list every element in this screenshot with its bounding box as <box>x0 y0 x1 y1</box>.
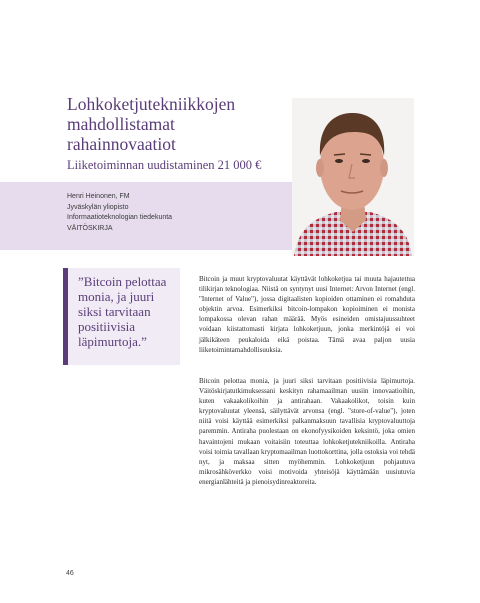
publication-type: VÄITÖSKIRJA <box>67 224 113 232</box>
body-paragraph <box>199 376 415 487</box>
paragraph-1: Bitcoin ja muut kryptovaluutat käyttävät lohkoketjua tai muuta hajautettua tilikirjan teknologiaa. Niistä on syntynyt uusi Internet: Arvon Internet (engl. "Internet of Value"), jossa digitaalisten kopioiden ottaminen ei romahduta objektin arvoa. Esimerkiksi bitcoin-lompakon kopioiminen ei monista lompakossa olevan rahan määrää. Myös esineiden omistajuussuhteet voidaan kiistattomasti kirjata lohkoketjuun, jonka merkintöjä ei voi jälkikäteen peukaloida eikä poistaa. Tämä avaa paljon uusia liiketoimintamahdollisuuksia. <box>199 275 415 354</box>
author-photo <box>292 98 414 256</box>
pull-quote <box>63 268 180 365</box>
page-number: 46 <box>66 570 74 577</box>
author-faculty: Informaatioteknologian tiedekunta <box>67 214 173 221</box>
page-subtitle: Liiketoiminnan uudistaminen 21 000 € <box>67 158 262 172</box>
page-title: Lohkoketjutekniikkojen mahdollistamat rahainnovaatiot <box>67 94 236 154</box>
author-name: Henri Heinonen, FM <box>67 193 130 200</box>
author-university: Jyväskylän yliopisto <box>67 203 129 211</box>
paragraph-2: Bitcoin pelottaa monia, ja juuri siksi tarvitaan positiivisia läpimurtoja. Väitöskirjatutkimuksessani keskityn rahamaailman uusiin innovaatioihin, kuten vakaakolikoihin ja antirahaan. Vakaakolikot, toisin kuin kryptovaluutat yleensä, säilyttävät arvonsa (engl. "store-of-value"), joten niitä voisi käyttää esimerkiksi palkanmaksuun tavallisia kryptovaluuttoja paremmin. Antiraha puolestaan on ekonofyysikoiden keksintö, joka omien havaintojeni mukaan voitaisiin toteuttaa lohkoketjutekniikoilla. Antiraha voisi toimia tavallaan kryptomaailman luottokorttina, jolla ostoksia voi tehdä nyt, ja maksaa sitten myöhemmin. Lohkoketjuun pohjautuva mikrosähköverkko voisi motivoida yhteisöjä käyttämään uusiutuvia energianlähteitä ja pienoisydinreaktoreita. <box>199 377 415 486</box>
author-info <box>67 192 287 234</box>
body-paragraph <box>199 274 415 355</box>
pull-quote-text: ”Bitcoin pelottaa monia, ja juuri siksi tarvitaan positiivisia läpimurtoja.” <box>78 274 167 349</box>
